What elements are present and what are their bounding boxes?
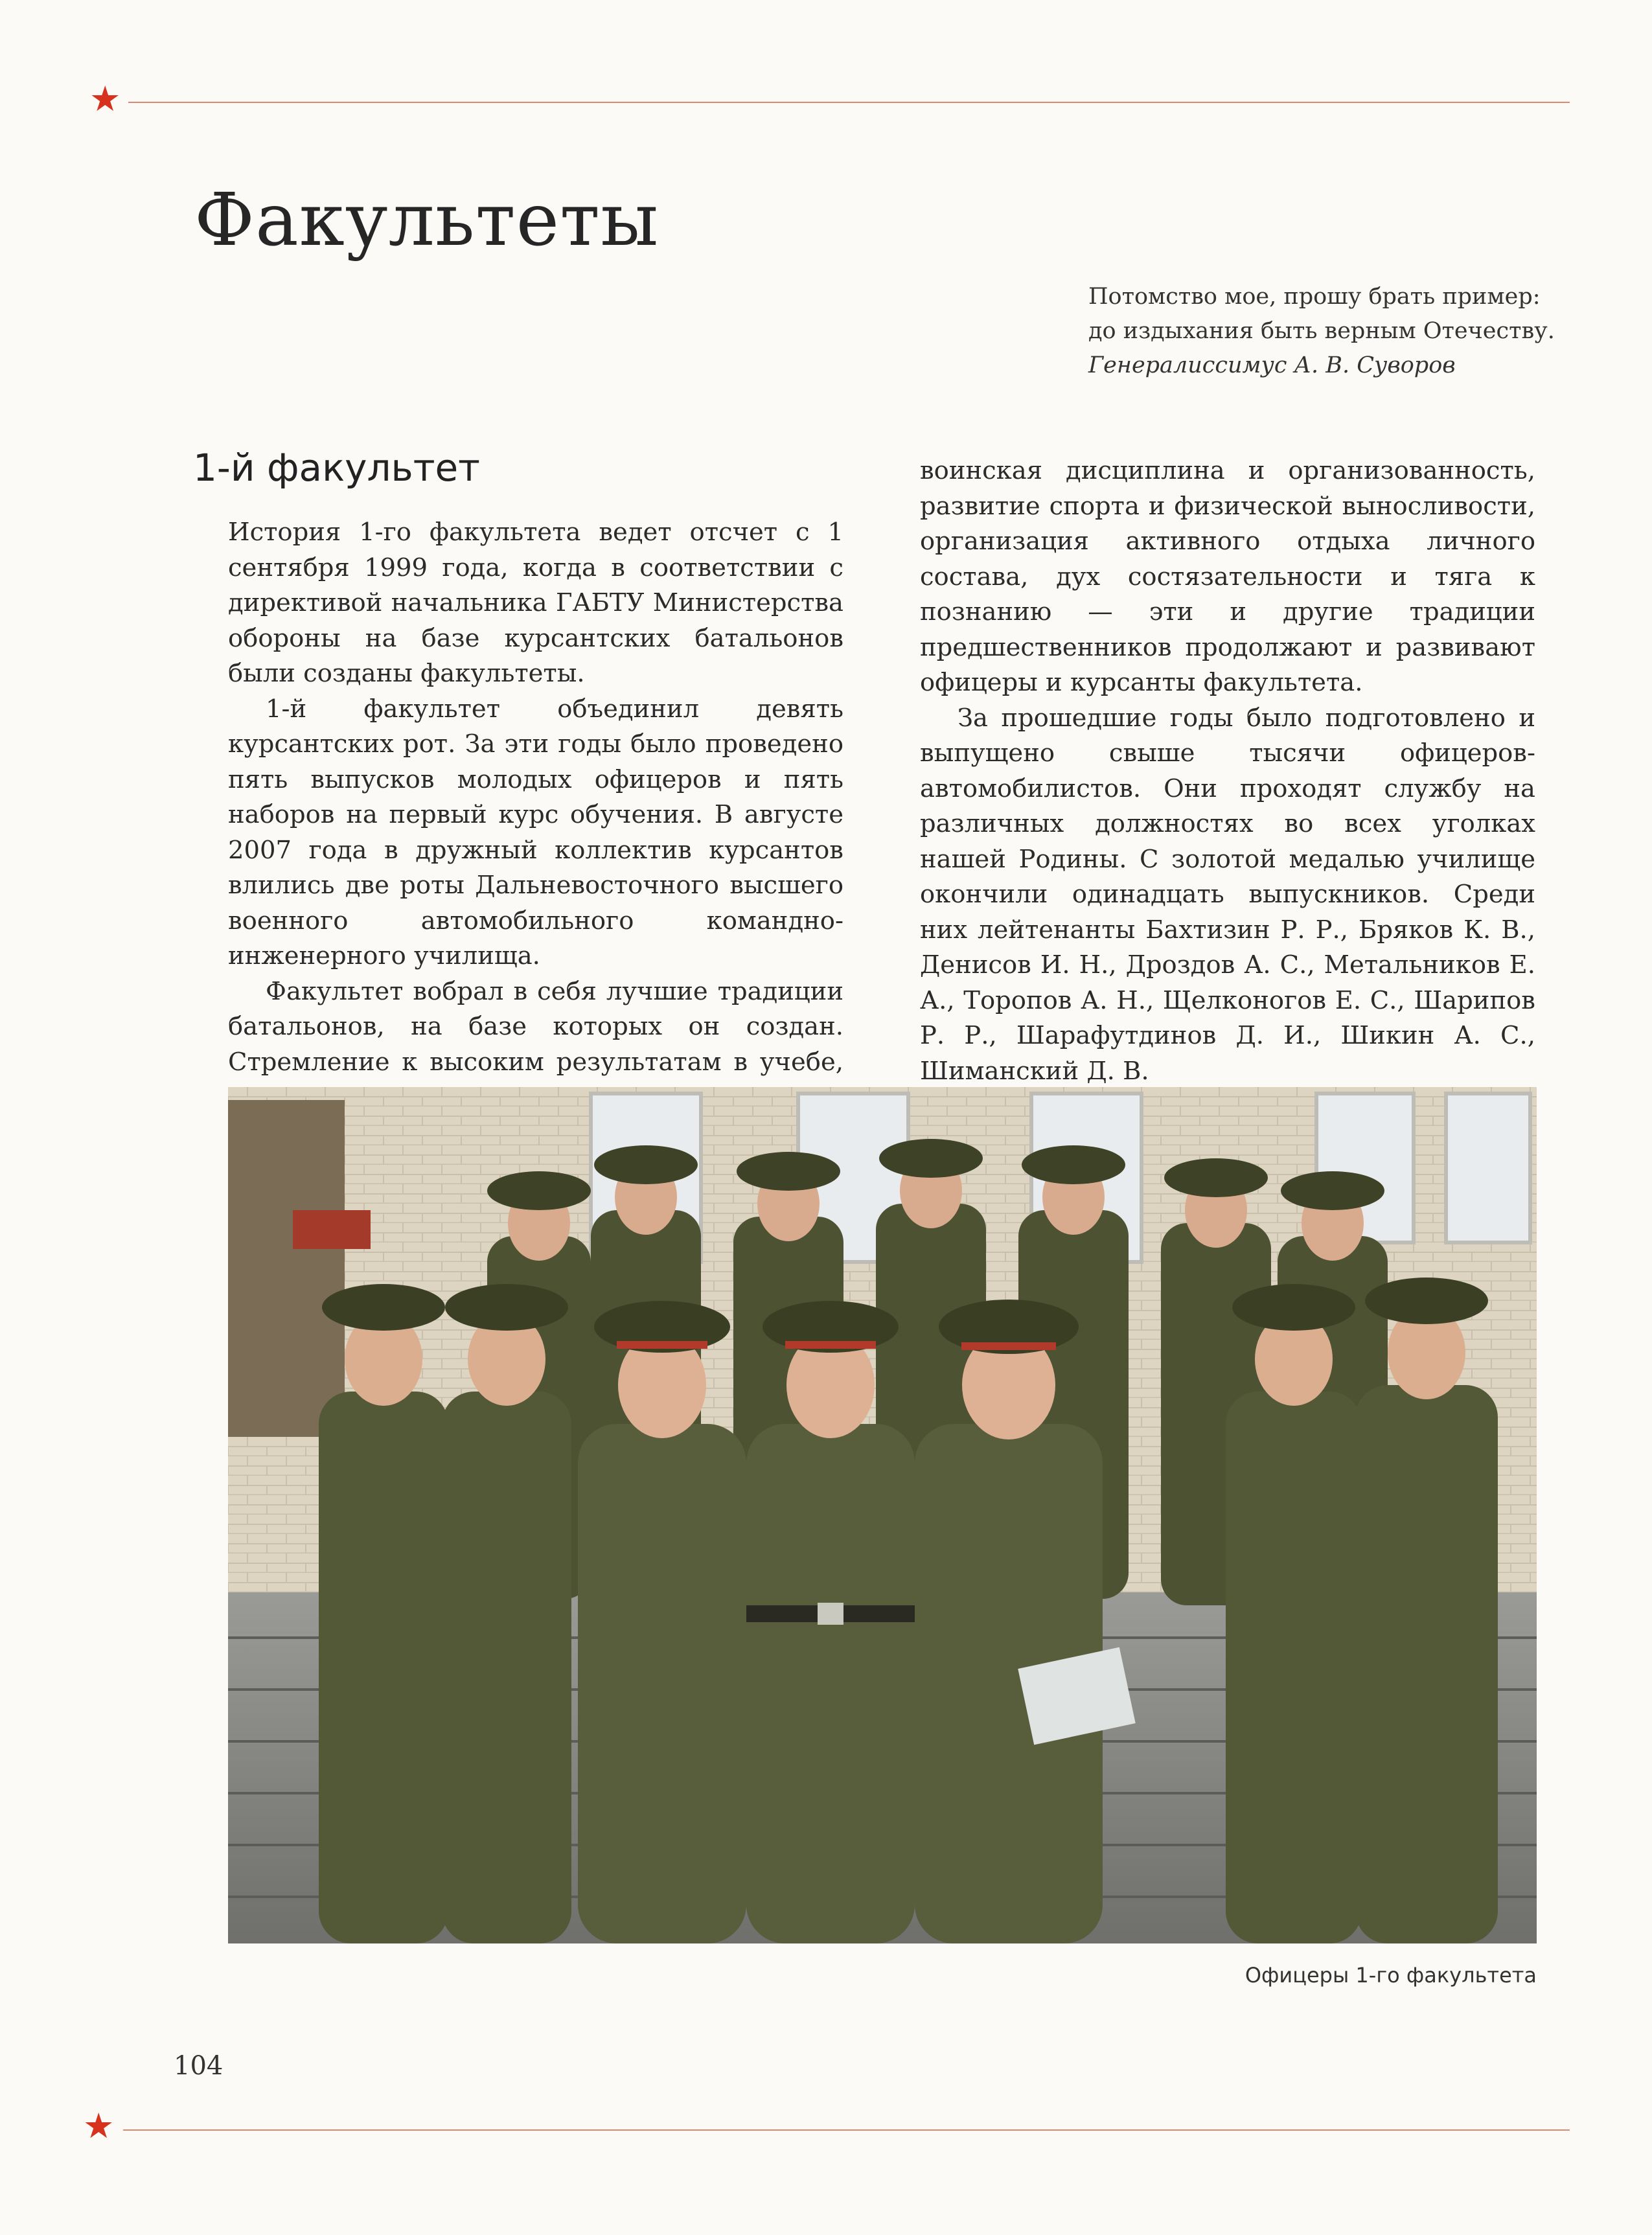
paragraph: История 1-го факультета ведет отсчет с 1 сентября 1999 года, когда в соответствии с директивой начальника ГАБТУ Министерства обороны на базе курсантских батальонов были созданы факультеты.: [228, 518, 843, 688]
group-photo-illustration: [228, 1087, 1537, 1943]
paragraph: 1-й факультет объединил девять курсантских рот. За эти годы было проведено пять выпусков молодых офицеров и пять наборов на первый курс обучения. В августе 2007 года в дружный коллектив курсантов влились две роты Дальневосточного высшего военного автомобильного командно-инженерного училища.: [228, 694, 843, 970]
epigraph-author: Генералиссимус А. В. Суворов: [1088, 352, 1456, 378]
epigraph-line: Потомство мое, прошу брать пример:: [1088, 284, 1541, 310]
page-number: 104: [174, 2051, 224, 2081]
group-photo: [228, 1087, 1537, 1943]
paragraph: Факультет вобрал в себя лучшие традиции батальонов, на базе которых он создан. Стремление к высоким результатам в учебе,: [228, 976, 843, 1077]
text-column-right: [920, 453, 1535, 1089]
epigraph: [1088, 280, 1607, 383]
photo-caption: Офицеры 1-го факультета: [1245, 1963, 1537, 1988]
star-icon: ★: [89, 78, 121, 119]
star-icon: ★: [83, 2105, 115, 2146]
top-rule: [128, 102, 1570, 103]
section-heading: 1-й факультет: [193, 446, 480, 490]
page-title: Факультеты: [194, 178, 660, 262]
paragraph: За прошедшие годы было подготовлено и выпущено свыше тысячи офицеров-автомобилистов. Они проходят службу на различных должностях во всех уголках нашей Родины. С золотой медалью училище окончили одинадцать выпускников. Среди них лейтенанты Бахтизин Р. Р., Бряков К. В., Денисов И. Н., Дроздов А. С., Метальников Е. А., Торопов А. Н., Щелконогов Е. С., Шарипов Р. Р., Шарафутдинов Д. И., Шикин А. С., Шиманский Д. В.: [920, 703, 1535, 1086]
paragraph: воинская дисциплина и организованность, развитие спорта и физической выносливости, организация активного отдыха личного состава, дух состязательности и тяга к познанию — эти и другие традиции предшественников продолжают и развивают офицеры и курсанты факультета.: [920, 456, 1535, 697]
epigraph-line: до издыхания быть верным Отечеству.: [1088, 318, 1555, 344]
text-column-left: [228, 515, 843, 1116]
bottom-rule: [123, 2129, 1570, 2131]
